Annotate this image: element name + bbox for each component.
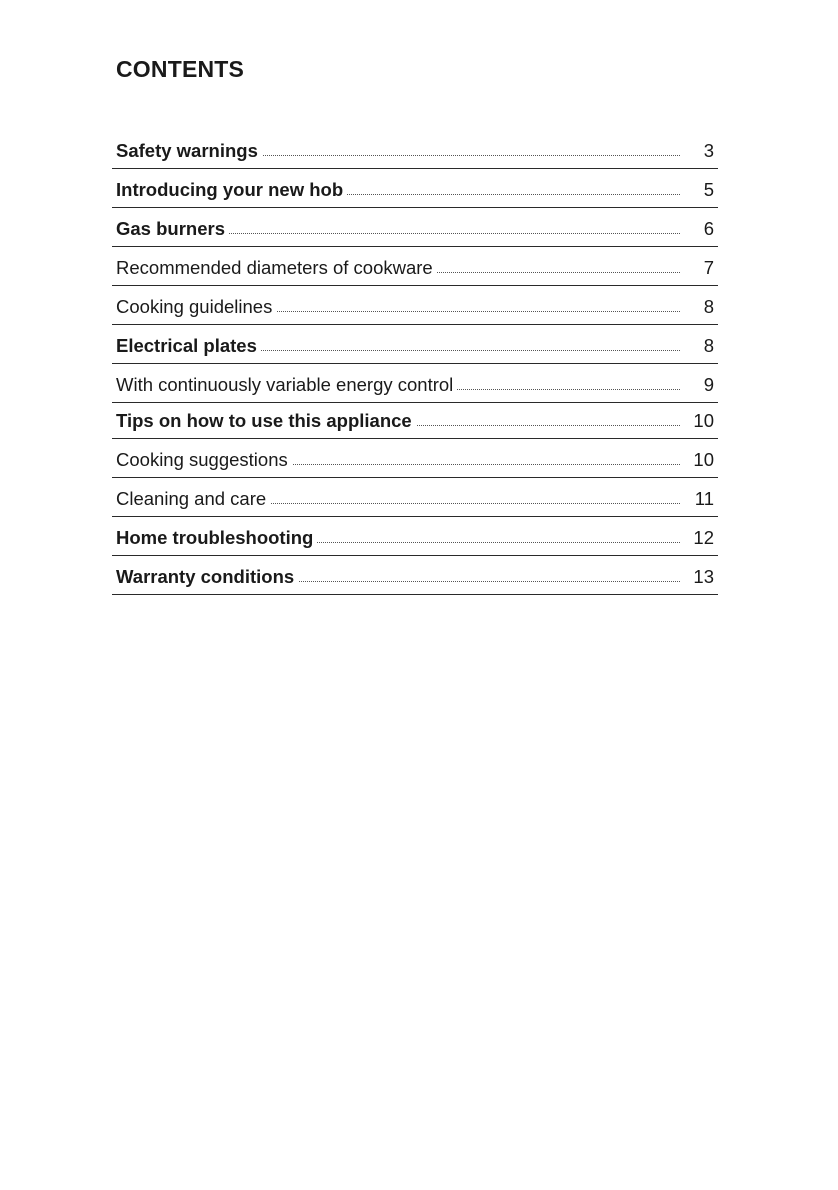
toc-entry-label: Warranty conditions [116, 566, 298, 588]
toc-entry-safety-warnings[interactable] [112, 130, 718, 169]
toc-entry-introducing-your-new-hob[interactable] [112, 169, 718, 208]
toc-entry-cleaning-and-care[interactable] [112, 478, 718, 517]
toc-entry-warranty-conditions[interactable] [112, 556, 718, 595]
toc-entry-label: Cooking guidelines [116, 296, 276, 318]
toc-entry-label: Cooking suggestions [116, 449, 292, 471]
toc-entry-tips[interactable] [112, 403, 718, 439]
toc-entry-page: 5 [703, 179, 714, 200]
toc-entry-cooking-suggestions[interactable] [112, 439, 718, 478]
table-of-contents [112, 130, 718, 595]
toc-entry-page: 8 [703, 335, 714, 356]
toc-entry-variable-energy-control[interactable] [112, 364, 718, 403]
toc-entry-label: Gas burners [116, 218, 229, 240]
toc-entry-page: 8 [703, 296, 714, 317]
toc-entry-gas-burners[interactable] [112, 208, 718, 247]
toc-entry-page: 12 [693, 527, 714, 548]
toc-entry-page: 11 [694, 488, 714, 509]
toc-entry-label: Tips on how to use this appliance [116, 410, 416, 432]
toc-entry-label: Recommended diameters of cookware [116, 257, 437, 279]
toc-entry-page: 13 [693, 566, 714, 587]
toc-entry-label: Home troubleshooting [116, 527, 317, 549]
toc-entry-home-troubleshooting[interactable] [112, 517, 718, 556]
toc-entry-label: Introducing your new hob [116, 179, 347, 201]
toc-entry-page: 3 [703, 140, 714, 161]
toc-entry-page: 7 [703, 257, 714, 278]
toc-entry-recommended-diameters[interactable] [112, 247, 718, 286]
toc-entry-label: Safety warnings [116, 140, 262, 162]
toc-entry-electrical-plates[interactable] [112, 325, 718, 364]
page-title: CONTENTS [116, 56, 245, 82]
toc-entry-page: 6 [703, 218, 714, 239]
toc-entry-cooking-guidelines[interactable] [112, 286, 718, 325]
toc-entry-page: 9 [703, 374, 714, 395]
toc-entry-label: Cleaning and care [116, 488, 270, 510]
toc-entry-label: Electrical plates [116, 335, 261, 357]
toc-entry-page: 10 [693, 449, 714, 470]
toc-entry-label: With continuously variable energy control [116, 374, 457, 396]
toc-entry-page: 10 [693, 410, 714, 431]
